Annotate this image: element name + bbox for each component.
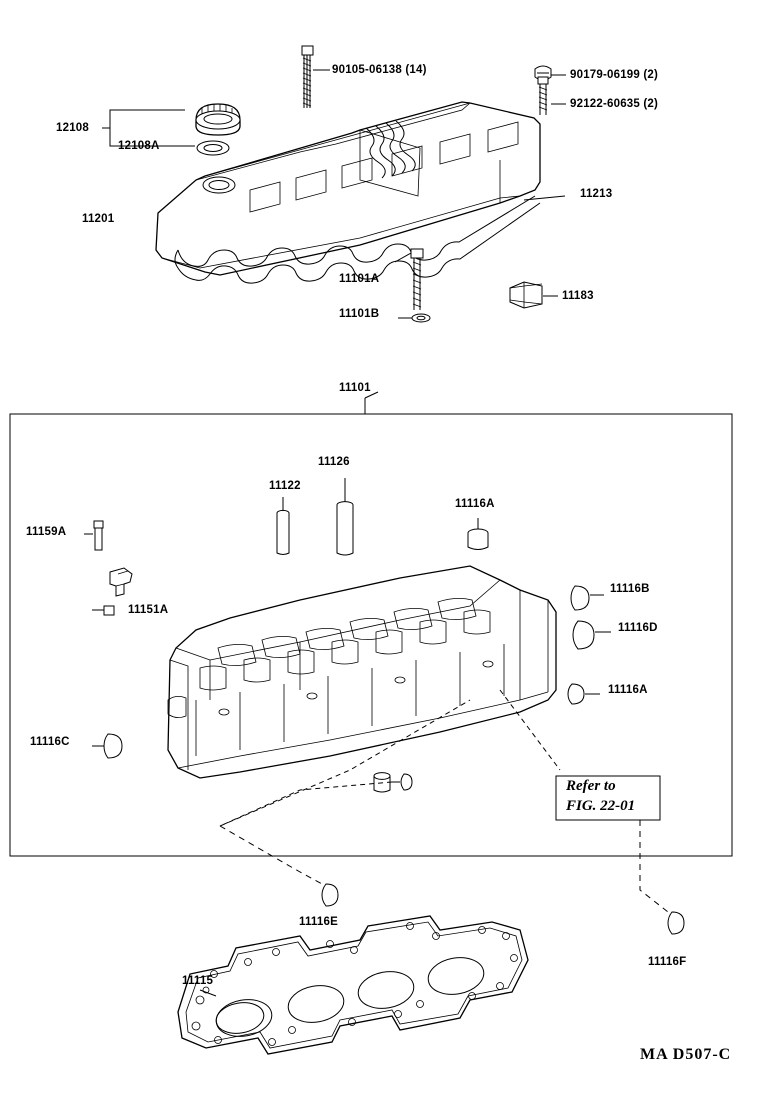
plug-11116c-icon <box>92 734 122 758</box>
label-washer-92122: 92122-60635 (2) <box>570 98 659 110</box>
dowel-11159a-icon <box>84 521 103 550</box>
label-valve-guide-11126: 11126 <box>318 456 350 468</box>
label-oil-filler-cap-gasket: 12108A <box>118 140 160 152</box>
plug-11116d-icon <box>573 621 611 649</box>
label-head-bolt-washer: 11101B <box>339 308 380 320</box>
valve-guide-11122-icon <box>277 497 289 555</box>
bracket-11151a-icon <box>92 568 132 615</box>
label-clip: 11183 <box>562 290 594 302</box>
label-bolt-90179: 90179-06199 (2) <box>570 69 659 81</box>
plug-11116f-icon <box>668 912 684 934</box>
bolt-90179-icon <box>535 66 566 115</box>
refer-note-line2: FIG. 22-01 <box>566 798 636 814</box>
label-cylinder-head-cover: 11201 <box>82 213 115 225</box>
label-plug-11116c: 11116C <box>30 736 70 748</box>
head-gasket-icon <box>178 916 528 1054</box>
clip-11183-icon <box>510 282 558 308</box>
label-head-gasket: 11115 <box>182 975 214 987</box>
label-plug-11116a-top: 11116A <box>455 498 495 510</box>
label-dowel-11159a: 11159A <box>26 526 67 538</box>
cylinder-head-icon <box>168 566 556 778</box>
label-bracket-11151a: 11151A <box>128 604 169 616</box>
figure-code: MA D507-C <box>640 1046 732 1063</box>
bolt-90105-icon <box>302 46 330 108</box>
label-plug-11116b: 11116B <box>610 583 650 595</box>
label-plug-11116a-right: 11116A <box>608 684 648 696</box>
label-head-bolt: 11101A <box>339 273 380 285</box>
plug-assembly-icon <box>374 773 412 792</box>
label-valve-guide-11122: 11122 <box>269 480 301 492</box>
refer-note-line1: Refer to <box>566 778 616 794</box>
label-cylinder-head-assy: 11101 <box>339 382 371 394</box>
label-bolt-90105: 90105-06138 (14) <box>332 64 427 76</box>
label-plug-11116d: 11116D <box>618 622 658 634</box>
plug-11116a-right-icon <box>568 684 600 704</box>
plug-11116b-icon <box>571 586 604 610</box>
label-plug-11116e: 11116E <box>299 916 338 928</box>
valve-guide-11126-icon <box>337 478 353 555</box>
plug-11116a-top-icon <box>468 518 488 550</box>
label-oil-filler-cap: 12108 <box>56 122 89 134</box>
label-plug-11116f: 11116F <box>648 956 687 968</box>
label-cover-gasket: 11213 <box>580 188 613 200</box>
plug-11116e-icon <box>322 884 338 906</box>
